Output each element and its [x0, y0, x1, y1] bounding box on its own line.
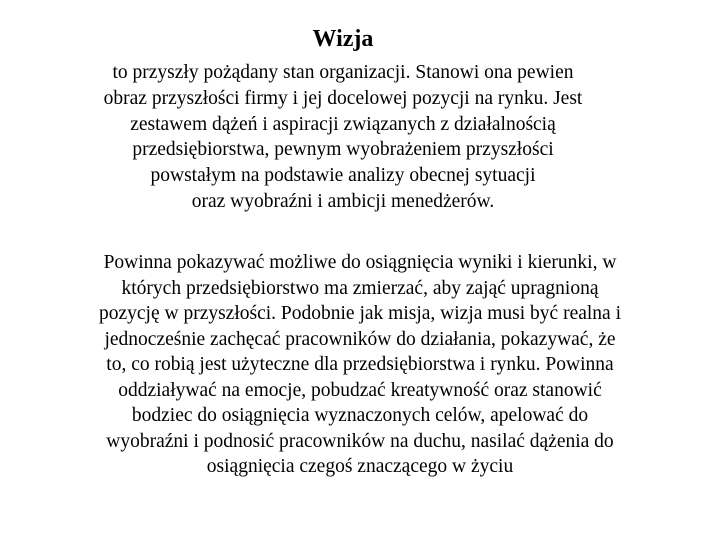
intro-line: zestawem dążeń i aspiracji związanych z działalnością — [130, 113, 556, 135]
intro-line: powstałym na podstawie analizy obecnej sytuacji — [150, 165, 536, 187]
body-line: osiągnięcia czegoś znaczącego w życiu — [206, 456, 514, 477]
intro-paragraph — [38, 60, 648, 215]
body-line: bodziec do osiągnięcia wyznaczonych celów, apelować do — [131, 405, 589, 426]
body-paragraph — [30, 250, 690, 480]
body-line: pozycję w przyszłości. Podobnie jak misja, wizja musi być realna i — [98, 303, 622, 324]
body-line: których przedsiębiorstwo ma zmierzać, aby zająć upragnioną — [121, 277, 599, 299]
body-line: Powinna pokazywać możliwe do osiągnięcia wyniki i kierunki, w — [103, 252, 617, 273]
intro-line: przedsiębiorstwa, pewnym wyobrażeniem przyszłości — [132, 139, 554, 161]
intro-line: to przyszły pożądany stan organizacji. Stanowi ona pewien — [112, 62, 574, 83]
body-line: to, co robią jest użyteczne dla przedsiębiorstwa i rynku. Powinna — [106, 354, 614, 375]
intro-line: obraz przyszłości firmy i jej docelowej pozycji na rynku. Jest — [103, 87, 583, 109]
intro-line: oraz wyobraźni i ambicji menedżerów. — [191, 190, 495, 212]
slide-title: Wizja — [312, 26, 374, 52]
body-line: jednocześnie zachęcać pracowników do działania, pokazywać, że — [104, 328, 616, 350]
body-line: wyobraźni i podnosić pracowników na duchu, nasilać dążenia do — [106, 430, 614, 452]
body-line: oddziaływać na emocje, pobudzać kreatywność oraz stanowić — [118, 379, 602, 401]
